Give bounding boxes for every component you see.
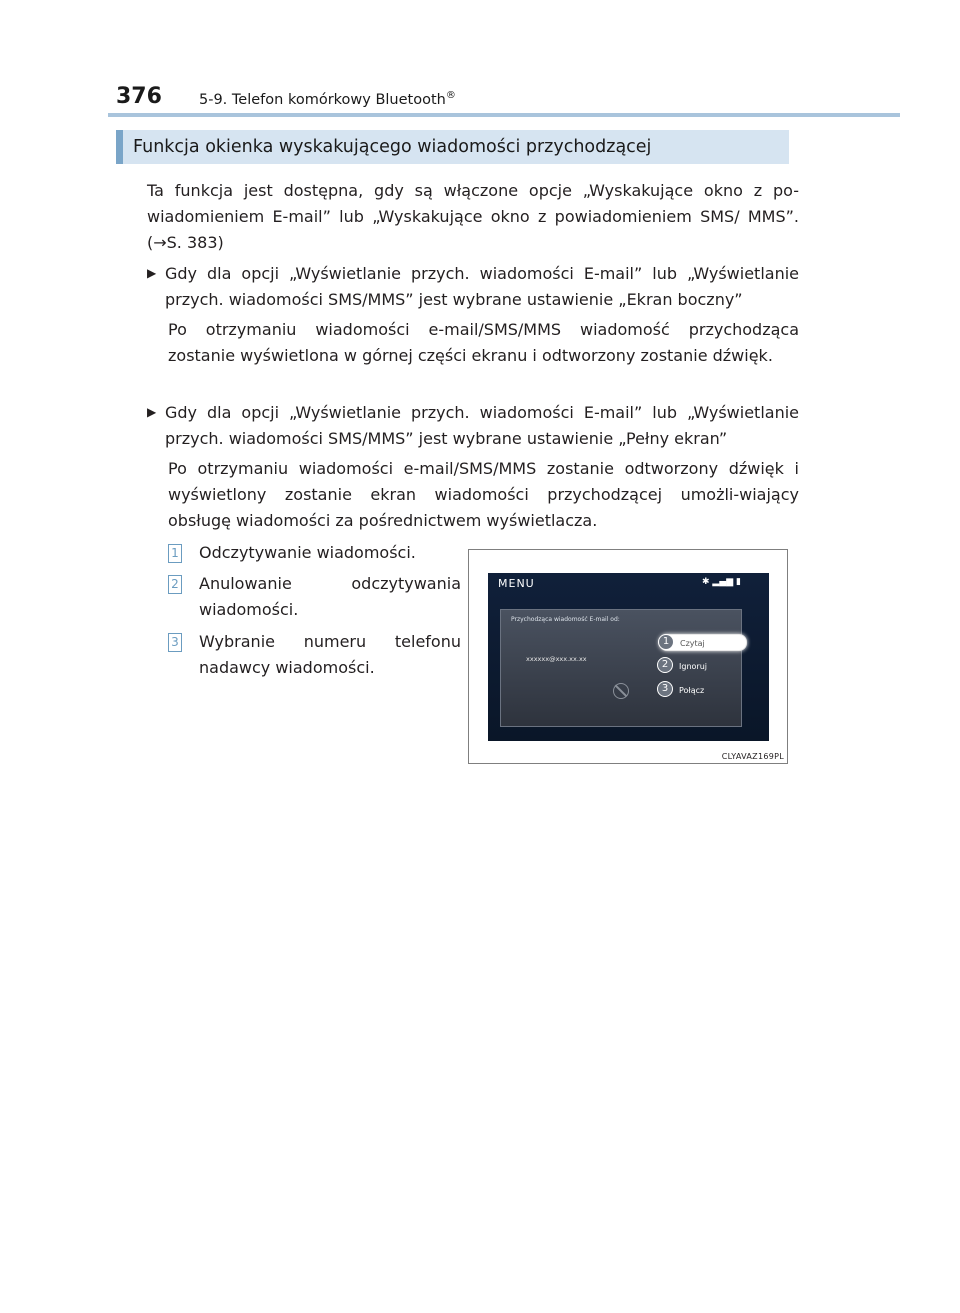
- bullet-text-1: Po otrzymaniu wiadomości e-mail/SMS/MMS wiadomość przychodząca zostanie wyświetlona w górnej części ekranu i odtworzony zostanie dźwięk.: [168, 320, 799, 365]
- call-button-label: Połącz: [679, 686, 705, 695]
- image-code: CLYAVAZ169PL: [721, 752, 784, 761]
- chapter-title: [199, 90, 456, 108]
- step-label-2: Anulowanie odczytywania wiadomości.: [199, 574, 461, 619]
- section-heading: Funkcja okienka wyskakującego wiadomości przychodzącej: [116, 130, 789, 164]
- intro-paragraph: Ta funkcja jest dostępna, gdy są włączone opcje „Wyskakujące okno z po-wiadomieniem E-mail” lub „Wyskakujące okno z powiadomieniem SMS/ MMS”. (→S. 383): [147, 181, 799, 252]
- step-number-3: 3: [168, 633, 182, 652]
- dialog-title: Przychodząca wiadomość E-mail od:: [511, 616, 620, 623]
- header-rule: [108, 113, 900, 117]
- sender-email: xxxxxx@xxx.xx.xx: [526, 655, 587, 663]
- bullet-title-2: Gdy dla opcji „Wyświetlanie przych. wiadomości E-mail” lub „Wyświetlanie przych. wiadomości SMS/MMS” jest wybrane ustawienie „Pełny ekran”: [165, 403, 799, 448]
- screenshot-display: [488, 573, 769, 741]
- bullet-title-1: Gdy dla opcji „Wyświetlanie przych. wiadomości E-mail” lub „Wyświetlanie przych. wiadomości SMS/MMS” jest wybrane ustawienie „Ekran boczny”: [165, 264, 799, 309]
- read-button[interactable]: [659, 634, 747, 651]
- call-button[interactable]: [659, 682, 739, 699]
- incoming-message-dialog: [500, 609, 742, 727]
- chapter-title-text: 5-9. Telefon komórkowy Bluetooth: [199, 91, 446, 108]
- registered-mark: ®: [445, 90, 456, 101]
- callout-1: 1: [658, 634, 674, 650]
- step-label-1: Odczytywanie wiadomości.: [199, 543, 416, 562]
- step-number-2: 2: [168, 575, 182, 594]
- page-number: 376: [116, 84, 162, 109]
- bullet-marker-1: ▶: [147, 266, 157, 280]
- status-icons: ✱ ▂▄▆ ▮: [702, 577, 741, 587]
- bullet-text-2: Po otrzymaniu wiadomości e-mail/SMS/MMS zostanie odtworzony dźwięk i wyświetlony zostanie ekran wiadomości przychodzącej umożli-wiający obsługę wiadomości za pośrednictwem wyświetlacza.: [168, 459, 799, 530]
- callout-2: 2: [657, 657, 673, 673]
- bullet-marker-2: ▶: [147, 405, 157, 419]
- read-button-label: Czytaj: [680, 639, 705, 648]
- ignore-button-label: Ignoruj: [679, 662, 707, 671]
- block-icon[interactable]: [613, 683, 629, 699]
- ignore-button[interactable]: [659, 658, 739, 675]
- step-number-1: 1: [168, 544, 182, 563]
- callout-3: 3: [657, 681, 673, 697]
- menu-label[interactable]: MENU: [498, 577, 535, 590]
- step-label-3: Wybranie numeru telefonu nadawcy wiadomości.: [199, 632, 461, 677]
